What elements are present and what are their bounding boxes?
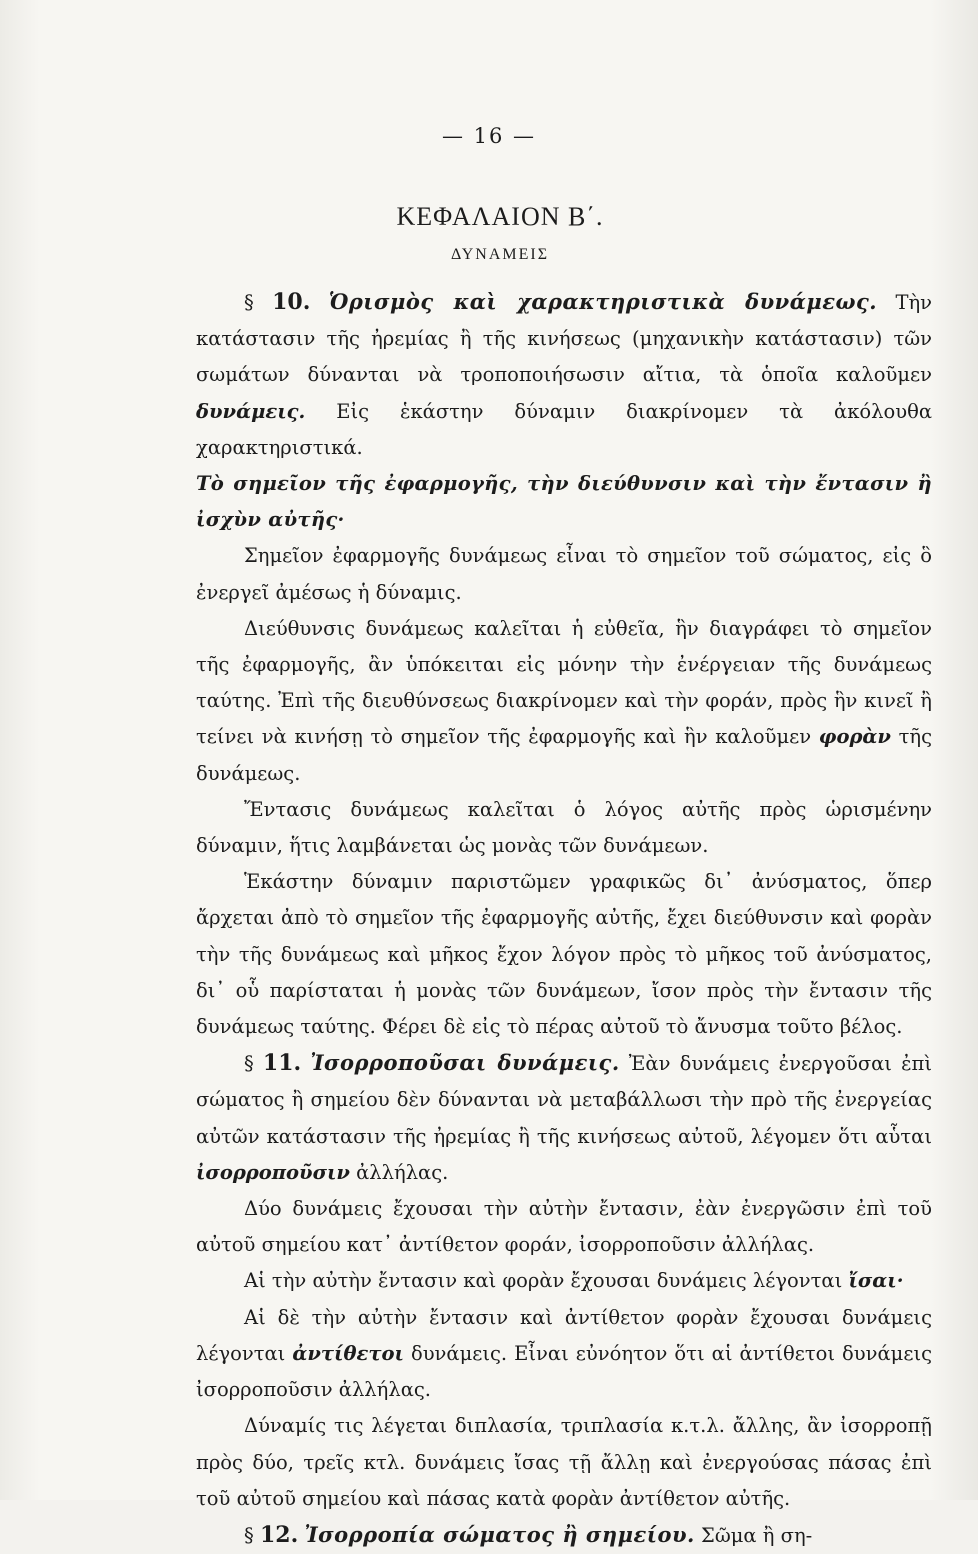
term-opposite: ἀντίθετοι: [292, 1341, 404, 1365]
paragraph-text: Ἐὰν δυνάμεις ἐνεργοῦσαι ἐπὶ σώματος ἢ σημείου δὲν δύνανται νὰ μεταβάλλωσι τὴν πρὸ τῆς ἐνεργείας αὐτῶν κατάστασιν τῆς ἠρεμίας ἢ τῆς κινήσεως αὐτοῦ, λέγομεν ὅτι αὗται: [196, 1052, 932, 1148]
body-text: [196, 284, 932, 1554]
section-10-paragraph: [196, 284, 932, 466]
section-11-paragraph: [196, 1045, 932, 1191]
section-number: 12.: [259, 1521, 299, 1548]
paragraph-text: Σῶμα ἢ ση-: [701, 1523, 813, 1547]
section-title: Ὁρισμὸς καὶ χαρακτηριστικὰ δυνάμεως.: [328, 289, 878, 314]
paragraph-application: Σημεῖον ἐφαρμογῆς δυνάμεως εἶναι τὸ σημεῖον τοῦ σώματος, εἰς ὃ ἐνεργεῖ ἀμέσως ἡ δύναμις.: [196, 544, 932, 604]
characteristics-line: [196, 466, 932, 538]
term-forces: δυνάμεις.: [196, 399, 306, 423]
term-characteristics: Τὸ σημεῖον τῆς ἐφαρμογῆς, τὴν διεύθυνσιν καὶ τὴν ἔντασιν ἢ ἰσχὺν αὐτῆς·: [196, 472, 932, 532]
section-mark: §: [244, 291, 254, 314]
page-number: — 16 —: [441, 124, 537, 148]
section-title: Ἰσορροποῦσαι δυνάμεις.: [310, 1050, 620, 1076]
paragraph-text: Εἰς ἑκάστην δύναμιν διακρίνομεν τὰ ἀκόλουθα χαρακτηριστικά.: [196, 399, 933, 459]
section-mark: §: [244, 1523, 254, 1547]
paragraph-multiple: Δύναμίς τις λέγεται διπλασία, τριπλασία κ.τ.λ. ἄλλης, ἂν ἰσορροπῇ πρὸς δύο, τρεῖς κτλ. δυνάμεις ἴσας τῇ ἄλλῃ καὶ ἐνεργούσας πάσας ἐπὶ τοῦ αὐτοῦ σημείου καὶ πάσας κατὰ φορὰν ἀντίθετον αὐτῆς.: [196, 1414, 932, 1510]
term-equal: ἴσαι·: [848, 1269, 904, 1293]
term-balance: ἰσορροποῦσιν: [196, 1160, 350, 1184]
paragraph-text: Τὴν κατάστασιν τῆς ἠρεμίας ἢ τῆς κινήσεως (μηχανικὴν κατάστασιν) τῶν σωμάτων δύνανται νὰ τροποποιήσωσιν αἴτια, τὰ ὁποῖα καλοῦμεν: [196, 291, 932, 387]
paragraph-graphic: Ἑκάστην δύναμιν παριστῶμεν γραφικῶς δι᾿ ἀνύσματος, ὅπερ ἄρχεται ἀπὸ τὸ σημεῖον τῆς ἐφαρμογῆς αὐτῆς, ἔχει διεύθυνσιν καὶ φορὰν τὴν τῆς δυνάμεως καὶ μῆκος ἔχον λόγον πρὸς τὸ μῆκος τοῦ ἀνύσματος, δι᾿ οὗ παρίσταται ἡ μονὰς τῶν δυνάμεων, ἴσον πρὸς τὴν ἔντασιν τῆς δυνάμεως ταύτης. Φέρει δὲ εἰς τὸ πέρας αὐτοῦ τὸ ἄνυσμα τοῦτο βέλος.: [196, 870, 932, 1039]
chapter-subtitle: ΔΥΝΑΜΕΙΣ: [450, 246, 550, 263]
paragraph-intensity: Ἔντασις δυνάμεως καλεῖται ὁ λόγος αὐτῆς πρὸς ὡρισμένην δύναμιν, ἥτις λαμβάνεται ὡς μονὰς τῶν δυνάμεων.: [196, 797, 932, 858]
paragraph-two-forces: Δύο δυνάμεις ἔχουσαι τὴν αὐτὴν ἔντασιν, ἐὰν ἐνεργῶσιν ἐπὶ τοῦ αὐτοῦ σημείου κατ᾿ ἀντίθετον φοράν, ἰσορροποῦσιν ἀλλήλας.: [196, 1197, 932, 1257]
section-mark: §: [244, 1052, 254, 1076]
section-12-paragraph: [196, 1517, 932, 1554]
paragraph-text: δυνάμεις. Εἶναι εὐνόητον ὅτι αἱ ἀντίθετοι δυνάμεις ἰσορροποῦσιν ἀλλήλας.: [196, 1341, 933, 1402]
paragraph-text: Αἱ τὴν αὐτὴν ἔντασιν καὶ φορὰν ἔχουσαι δυνάμεις λέγονται: [244, 1269, 843, 1293]
chapter-heading: ΚΕΦΑΛΑΙΟΝ Β΄.: [396, 202, 604, 231]
paragraph-direction: [196, 611, 932, 792]
section-title: Ἰσορροπία σώματος ἢ σημείου.: [304, 1521, 695, 1547]
section-number: 11.: [262, 1050, 302, 1077]
section-number: 10.: [272, 289, 311, 315]
paragraph-text: Διεύθυνσις δυνάμεως καλεῖται ἡ εὐθεῖα, ἣν διαγράφει τὸ σημεῖον τῆς ἐφαρμογῆς, ἂν ὑπόκειται εἰς μόνην τὴν ἐνέργειαν τῆς δυνάμεως ταύτης. Ἐπὶ τῆς διευθύνσεως διακρίνομεν καὶ τὴν φοράν, πρὸς ἣν κινεῖ ἢ τείνει νὰ κινήσῃ τὸ σημεῖον τῆς ἐφαρμογῆς καὶ ἣν καλοῦμεν: [196, 616, 932, 749]
paragraph-equal: [196, 1263, 932, 1299]
term-sense: φορὰν: [818, 725, 891, 749]
paragraph-text: ἀλλήλας.: [356, 1160, 449, 1184]
paragraph-text: τῆς δυνάμεως.: [196, 725, 933, 785]
paragraph-text: Αἱ δὲ τὴν αὐτὴν ἔντασιν καὶ ἀντίθετον φορὰν ἔχουσαι δυνάμεις λέγονται: [196, 1305, 932, 1365]
paragraph-opposite: [196, 1300, 932, 1409]
